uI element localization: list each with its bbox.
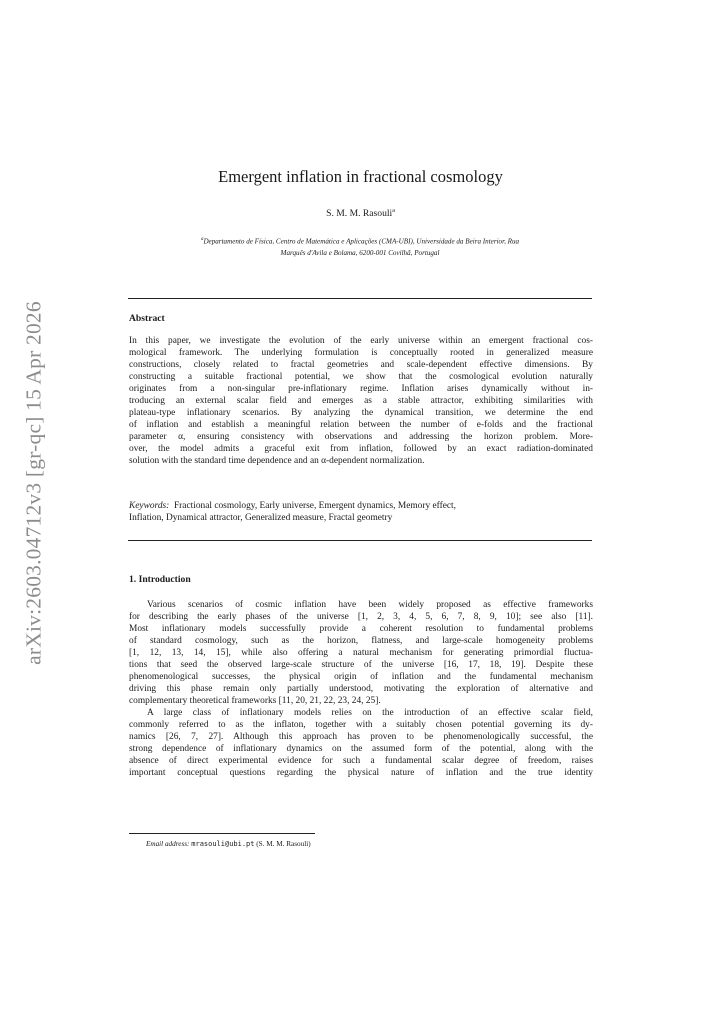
intro-line: absence of direct experimental evidence for such a fundamental scalar degree of freedom, raises (129, 756, 593, 766)
abstract-body (129, 335, 593, 467)
abstract-line: over, the model admits a graceful exit from inflation, followed by an exact radiation-dominated (129, 444, 593, 454)
intro-line: commonly referred to as the inflaton, together with a suitably chosen potential governing its dy- (129, 720, 593, 730)
email-address[interactable]: mrasouli@ubi.pt (191, 840, 255, 848)
keywords-line-1: Keywords: Fractional cosmology, Early universe, Emergent dynamics, Memory effect, (129, 501, 457, 511)
author-name: S. M. M. Rasouli (326, 208, 393, 220)
intro-line: namics [26, 7, 27]. Although this approach has proven to be phenomenologically successful, the (129, 732, 593, 742)
abstract-line: originates from a non-singular pre-inflationary regime. Inflation arises dynamically without in- (129, 384, 593, 394)
intro-line: tions that seed the observed large-scale structure of the universe [16, 17, 18, 19]. Despite these (129, 660, 593, 670)
footnote-rule (129, 833, 315, 834)
abstract-line: mological framework. The underlying formulation is conceptually rooted in generalized measure (129, 348, 593, 358)
intro-line: A large class of inflationary models relies on the introduction of an effective scalar field, (147, 708, 593, 718)
keywords (129, 500, 593, 524)
keywords-line-2: Inflation, Dynamical attractor, Generalized measure, Fractal geometry (129, 513, 393, 523)
author-line (0, 208, 721, 219)
abstract-line: constructions, closely related to fractal geometries and scale-dependent effective dimensions. By (129, 360, 593, 370)
abstract-line: solution with the standard time dependence and an α-dependent normalization. (129, 456, 425, 466)
intro-line: Most inflationary models successfully provide a coherent resolution to fundamental problems (129, 624, 593, 634)
abstract-line: troducing an external scalar field and emerges as a stable attractor, exhibiting similarities with (129, 396, 593, 406)
affiliation-line-1: $^a$Departamento de Física, Centro de Matemática e Aplicações (CMA-UBI), Universidade da Beira Interior, Rua (200, 237, 520, 246)
introduction-paragraph-1 (129, 599, 593, 707)
intro-line: phenomenological successes, the physical origin of inflation and the fundamental mechanism (129, 672, 593, 682)
introduction-paragraph-2 (129, 707, 593, 779)
intro-line: driving this phase remain only partially understood, motivating the exploration of alternative and (129, 684, 593, 694)
footnote-author: (S. M. M. Rasouli) (256, 840, 311, 848)
abstract-line: plateau-type inflationary scenarios. By analyzing the dynamical transition, we determine the end (129, 408, 593, 418)
author-affiliation-mark: a (392, 208, 395, 214)
footnote (146, 840, 311, 848)
intro-line: [1, 12, 13, 14, 15], while also offering a natural mechanism for generating primordial fluctua- (129, 648, 593, 658)
intro-line: complementary theoretical frameworks [11, 20, 21, 22, 23, 24, 25]. (129, 696, 381, 706)
abstract-heading: Abstract (129, 313, 165, 324)
affiliation-mark: a (200, 237, 204, 242)
intro-line: important conceptual questions regarding the physical nature of inflation and the true identity (129, 768, 593, 778)
intro-line: strong dependence of inflationary dynamics on the assumed form of the potential, along with the (129, 744, 593, 754)
paper-title: Emergent inflation in fractional cosmology (218, 167, 503, 186)
abstract-bottom-rule (128, 540, 592, 541)
abstract-line: constructing a suitable fractional potential, we show that the cosmological evolution naturally (129, 372, 593, 382)
abstract-line: parameter α, ensuring consistency with observations and addressing the horizon problem. More- (129, 432, 593, 442)
abstract-top-rule (128, 298, 592, 299)
footnote-label: Email address: (146, 840, 190, 848)
arxiv-sidebar-stamp (12, 300, 56, 666)
arxiv-identifier: arXiv:2603.04712v3 [gr-qc] 15 Apr 2026 (21, 301, 46, 665)
keywords-label: Keywords: (129, 501, 170, 511)
affiliation-line-2: Marquês d'Avila e Bolama, 6200-001 Covilhã, Portugal (280, 249, 440, 258)
affiliation (128, 234, 592, 259)
abstract-line: of inflation and establish a meaningful relation between the number of e-folds and the fractional (129, 420, 593, 430)
intro-line: for describing the early phases of the universe [1, 2, 3, 4, 5, 6, 7, 8, 9, 10]; see also [11]. (129, 612, 593, 622)
intro-line: of standard cosmology, such as the horizon, flatness, and large-scale homogeneity problems (129, 636, 593, 646)
introduction-heading: 1. Introduction (129, 574, 191, 585)
intro-line: Various scenarios of cosmic inflation have been widely proposed as effective frameworks (147, 600, 593, 610)
abstract-line: In this paper, we investigate the evolution of the early universe within an emergent fractional cos- (129, 336, 593, 346)
